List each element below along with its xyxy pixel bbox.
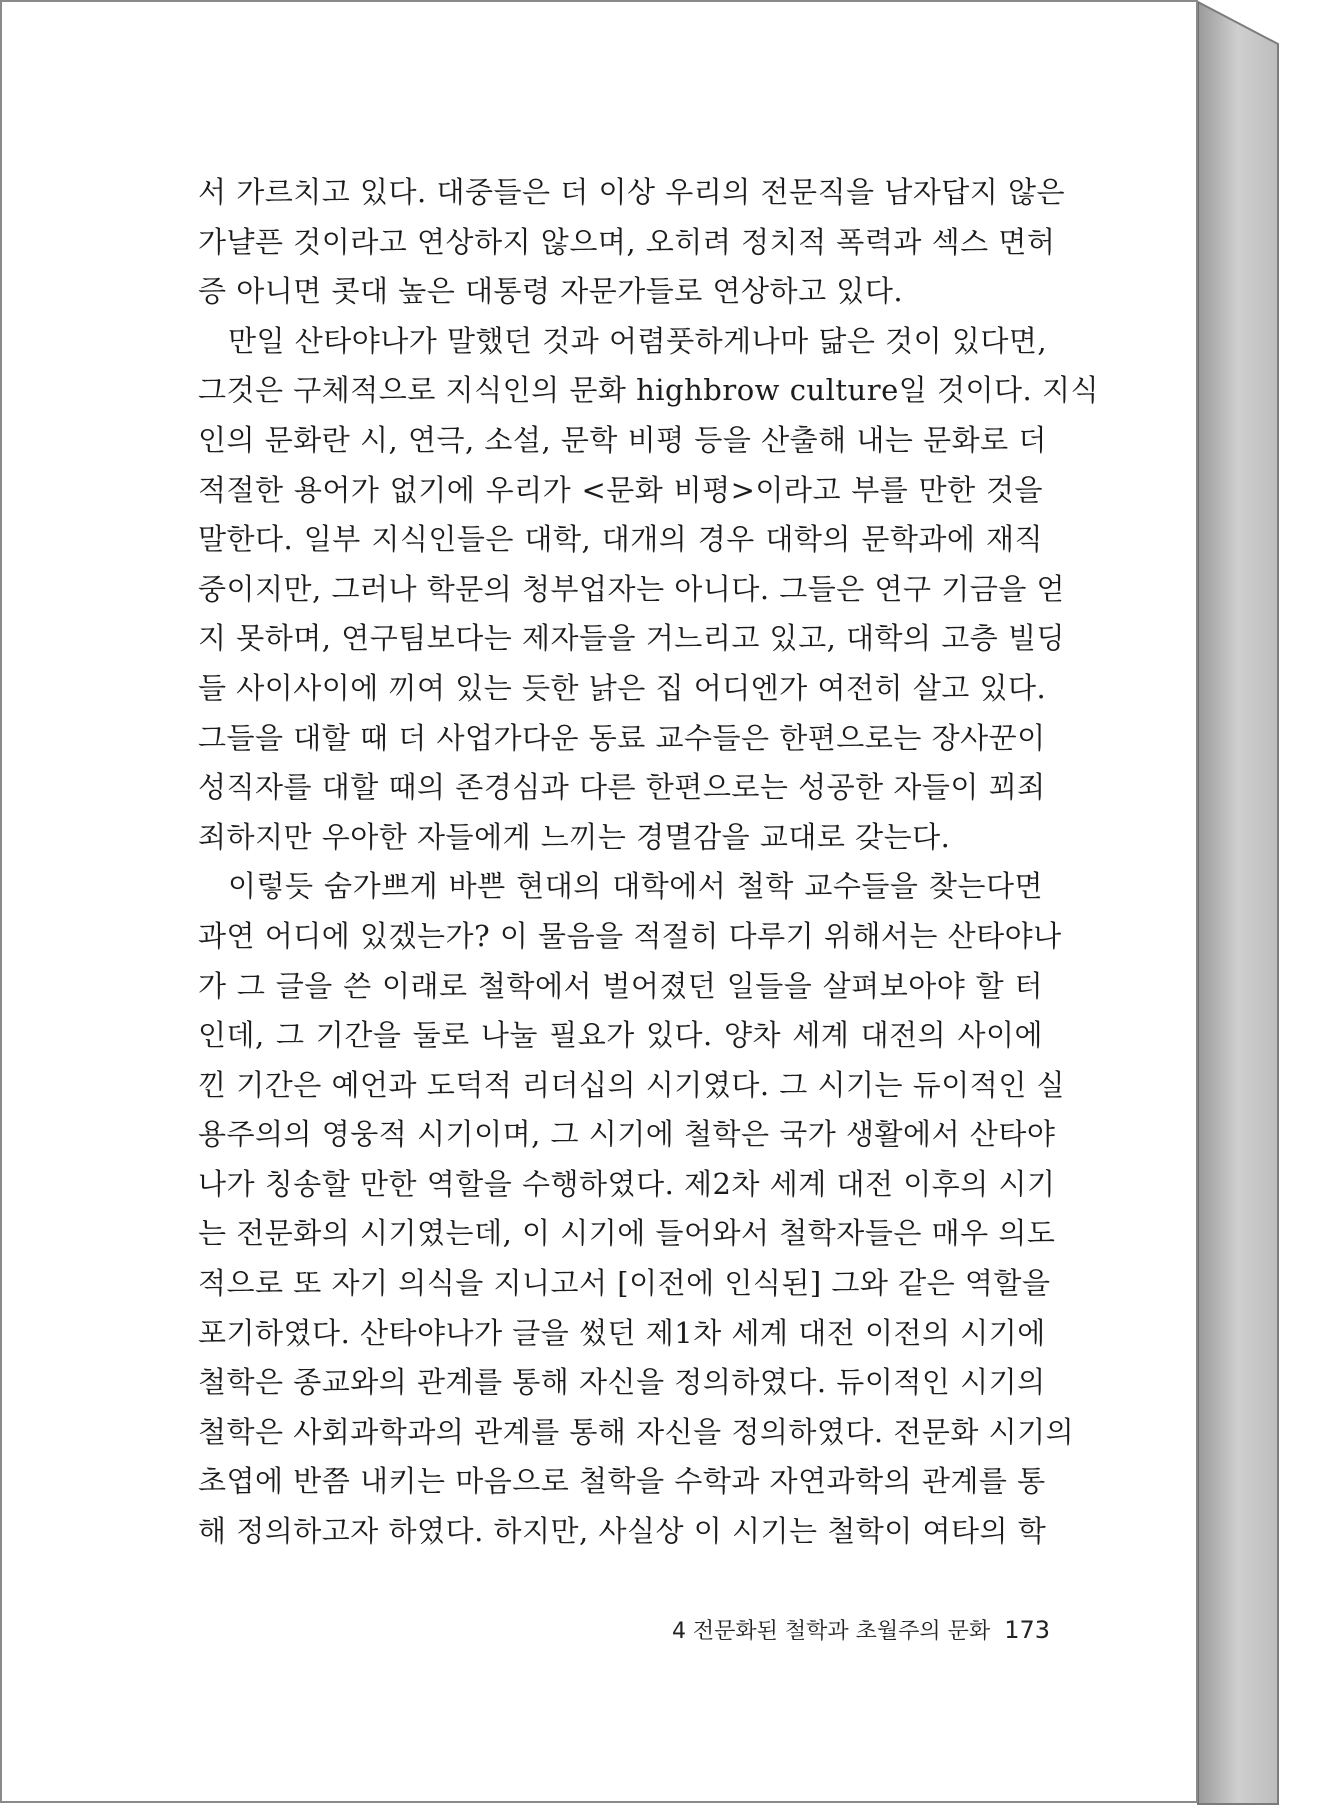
text-line: 적으로 또 자기 의식을 지니고서 [이전에 인식된] 그와 같은 역할을 [198,1266,1051,1301]
text-line: 과연 어디에 있겠는가? 이 물음을 적절히 다루기 위해서는 산타야나 [198,918,1062,953]
text-line: 죄하지만 우아한 자들에게 느끼는 경멸감을 교대로 갖는다. [198,819,951,854]
text-line: 는 전문화의 시기였는데, 이 시기에 들어와서 철학자들은 매우 의도 [198,1216,1056,1251]
text-line: 철학은 사회과학과의 관계를 통해 자신을 정의하였다. 전문화 시기의 [198,1414,1075,1449]
text-line: 지 못하며, 연구팀보다는 제자들을 거느리고 있고, 대학의 고층 빌딩 [198,621,1066,656]
text-line: 말한다. 일부 지식인들은 대학, 대개의 경우 대학의 문학과에 재직 [198,522,1043,557]
text-line: 서 가르치고 있다. 대중들은 더 이상 우리의 전문직을 남자답지 않은 [198,175,1066,209]
text-line: 적절한 용어가 없기에 우리가 <문화 비평>이라고 부를 만한 것을 [198,472,1043,507]
page-footer [620,1614,1050,1645]
text-line: 나가 칭송할 만한 역할을 수행하였다. 제2차 세계 대전 이후의 시기 [198,1166,1056,1201]
body-text [198,168,1099,1557]
text-line: 포기하였다. 산타야나가 글을 썼던 제1차 세계 대전 이전의 시기에 [198,1315,1046,1350]
page-number: 173 [1004,1616,1050,1644]
text-line: 가 그 글을 쓴 이래로 철학에서 벌어졌던 일들을 살펴보아야 할 터 [198,968,1043,1003]
text-line: 인데, 그 기간을 둘로 나눌 필요가 있다. 양차 세계 대전의 사이에 [198,1018,1043,1053]
text-line: 이렇듯 숨가쁘게 바쁜 현대의 대학에서 철학 교수들을 찾는다면 [228,869,1043,904]
running-title: 4 전문화된 철학과 초월주의 문화 [671,1619,991,1644]
text-line: 그들을 대할 때 더 사업가다운 동료 교수들은 한편으로는 장사꾼이 [198,720,1046,755]
paragraph-3 [198,862,1075,1556]
text-line: 중이지만, 그러나 학문의 청부업자는 아니다. 그들은 연구 기금을 얻 [198,571,1066,606]
text-line: 해 정의하고자 하였다. 하지만, 사실상 이 시기는 철학이 여타의 학 [198,1514,1047,1549]
text-line: 용주의의 영웅적 시기이며, 그 시기에 철학은 국가 생활에서 산타야 [198,1117,1056,1152]
text-line: 증 아니면 콧대 높은 대통령 자문가들로 연상하고 있다. [198,274,904,309]
text-line: 만일 산타야나가 말했던 것과 어렴풋하게나마 닮은 것이 있다면, [228,323,1048,358]
text-line: 성직자를 대할 때의 존경심과 다른 한편으로는 성공한 자들이 꾀죄 [198,770,1046,805]
text-line: 들 사이사이에 끼여 있는 듯한 낡은 집 어디엔가 여전히 살고 있다. [198,670,1047,705]
text-line: 가냘픈 것이라고 연상하지 않으며, 오히려 정치적 폭력과 섹스 면허 [198,224,1056,259]
text-line: 인의 문화란 시, 연극, 소설, 문학 비평 등을 산출해 내는 문화로 더 [198,422,1047,457]
paragraph-2 [198,317,1099,863]
paragraph-1 [198,168,1066,317]
text-line: 초엽에 반쯤 내키는 마음으로 철학을 수학과 자연과학의 관계를 통 [198,1464,1046,1499]
text-line: 그것은 구체적으로 지식인의 문화 highbrow culture일 것이다. 지식 [198,373,1099,408]
text-line: 낀 기간은 예언과 도덕적 리더십의 시기였다. 그 시기는 듀이적인 실 [198,1067,1066,1102]
text-line: 철학은 종교와의 관계를 통해 자신을 정의하였다. 듀이적인 시기의 [198,1365,1046,1400]
